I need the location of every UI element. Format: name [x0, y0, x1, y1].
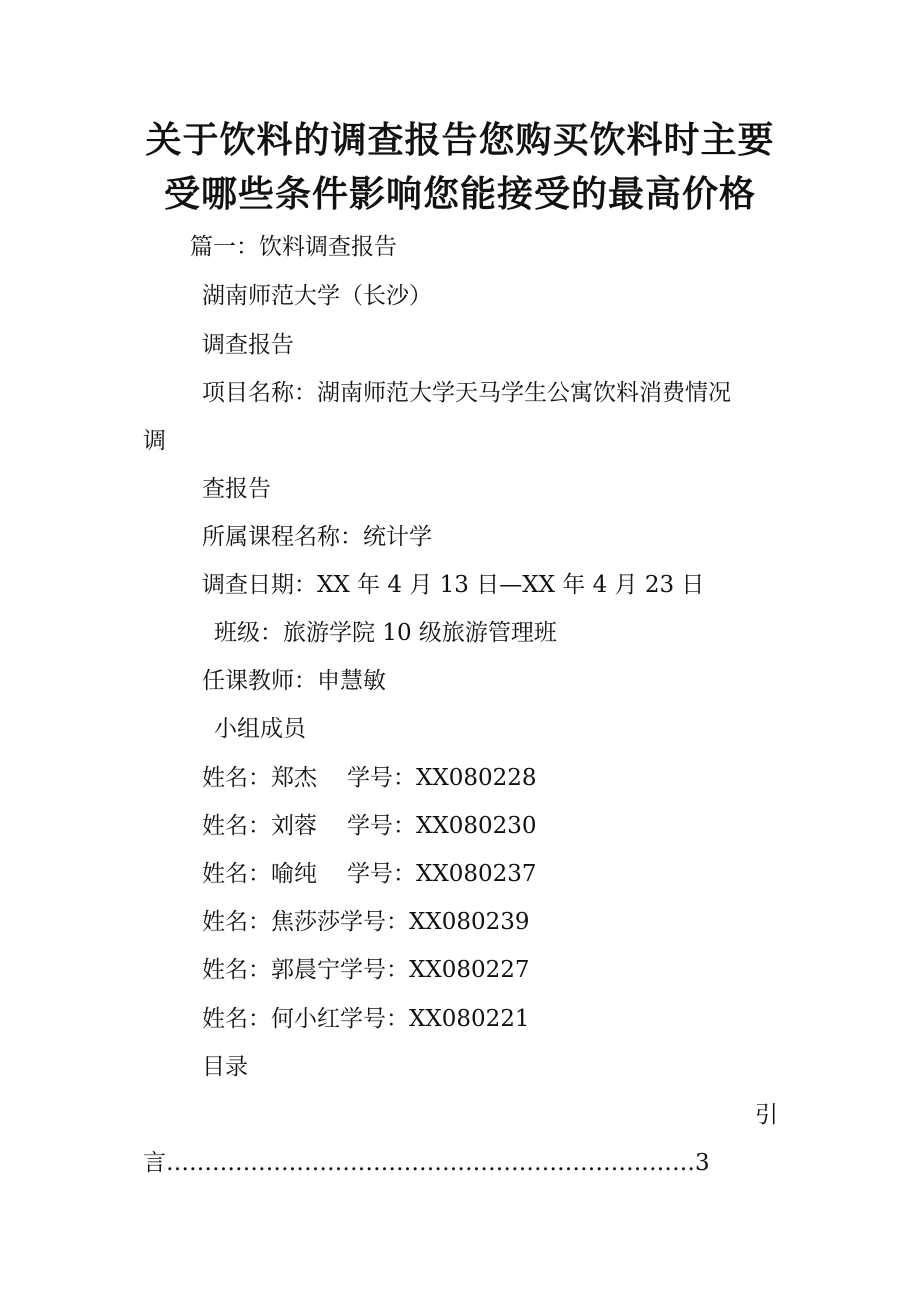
- document-title-line-1: 关于饮料的调查报告您购买饮料时主要: [145, 120, 775, 161]
- member-row: [202, 763, 537, 793]
- toc-entry-second-char: 言: [143, 1150, 166, 1176]
- project-name-wrap: 调: [143, 428, 166, 454]
- section-heading: 篇一：饮料调查报告: [190, 234, 397, 260]
- member-name: 姓名：何小红: [202, 1006, 340, 1032]
- member-id: 学号：XX080227: [340, 957, 530, 983]
- member-name: 姓名：刘蓉: [202, 813, 317, 839]
- university-line: 湖南师范大学（长沙）: [202, 283, 432, 309]
- project-name-line: 项目名称：湖南师范大学天马学生公寓饮料消费情况: [202, 380, 731, 406]
- toc-heading: 目录: [202, 1054, 248, 1080]
- member-row: [202, 907, 530, 937]
- project-name-continuation: 查报告: [202, 476, 271, 502]
- class-line: 班级：旅游学院 10 级旅游管理班: [214, 620, 557, 646]
- member-id: 学号：XX080221: [340, 1006, 530, 1032]
- course-line: 所属课程名称：统计学: [202, 524, 432, 550]
- report-label: 调查报告: [202, 332, 294, 358]
- member-id: 学号：XX080228: [347, 765, 537, 791]
- toc-page-number: 3: [695, 1150, 710, 1176]
- toc-leader-dots: ……………………………………………………………: [166, 1150, 695, 1176]
- group-members-label: 小组成员: [214, 716, 306, 742]
- member-id: 学号：XX080239: [340, 909, 530, 935]
- member-row: [202, 859, 537, 889]
- member-row: [202, 811, 537, 841]
- member-name: 姓名：郭晨宁: [202, 957, 340, 983]
- survey-date-line: 调查日期：XX 年 4 月 13 日—XX 年 4 月 23 日: [202, 572, 705, 598]
- toc-entry-first-char: 引: [755, 1102, 778, 1128]
- member-row: [202, 955, 530, 985]
- member-name: 姓名：郑杰: [202, 765, 317, 791]
- toc-entry: [143, 1148, 710, 1178]
- member-id: 学号：XX080230: [347, 813, 537, 839]
- member-id: 学号：XX080237: [347, 861, 537, 887]
- member-row: [202, 1004, 530, 1034]
- member-name: 姓名：喻纯: [202, 861, 317, 887]
- document-title-line-2: 受哪些条件影响您能接受的最高价格: [163, 174, 756, 215]
- teacher-line: 任课教师：申慧敏: [202, 668, 386, 694]
- member-name: 姓名：焦莎莎: [202, 909, 340, 935]
